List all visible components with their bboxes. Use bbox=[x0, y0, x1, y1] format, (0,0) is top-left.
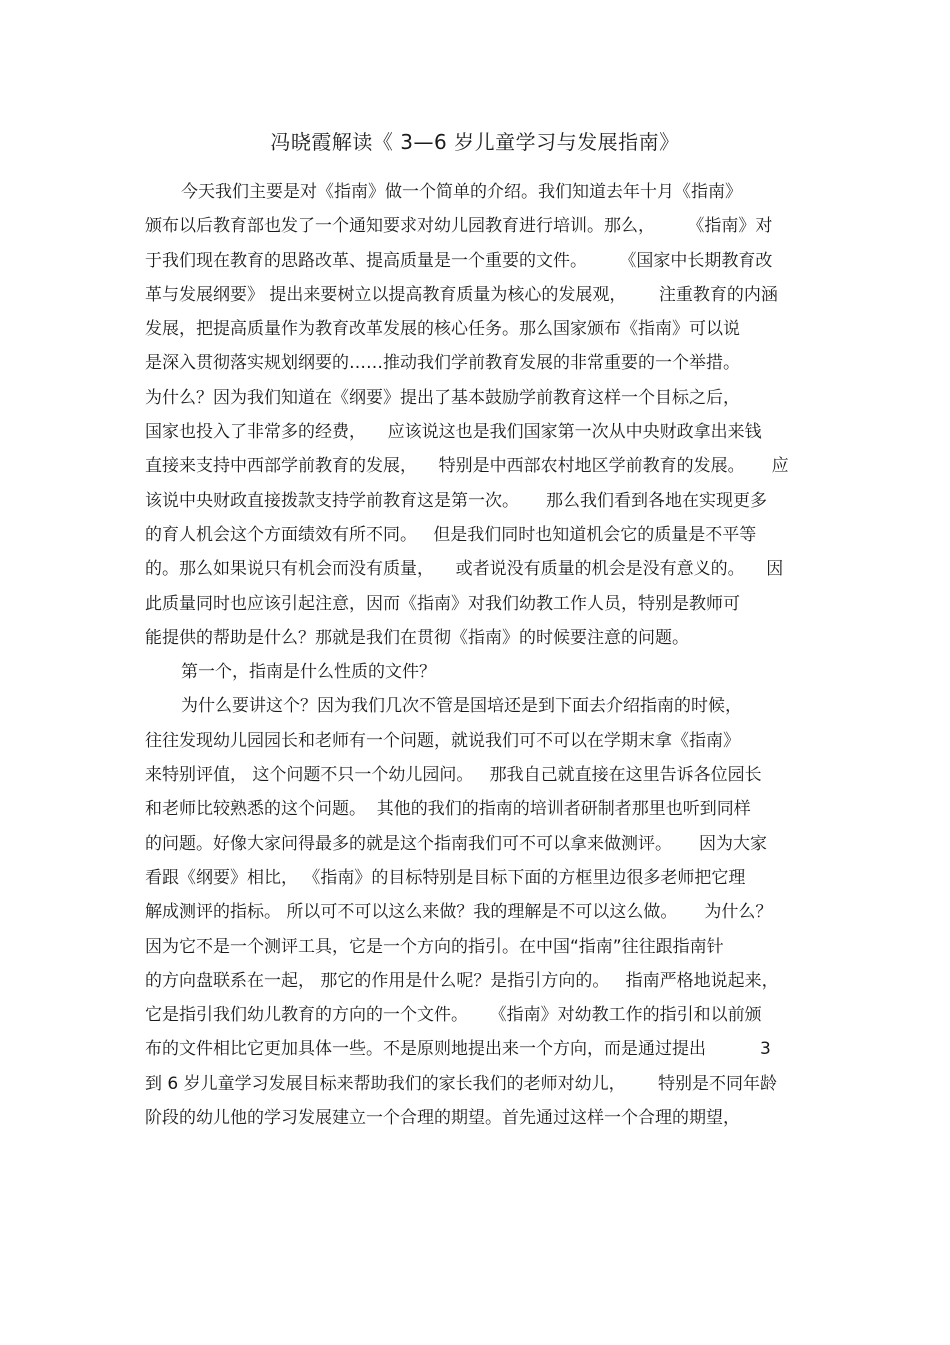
text-line: 直接来支持中西部学前教育的发展， 特别是中西部农村地区学前教育的发展。 应 bbox=[145, 456, 789, 477]
text-line: 能提供的帮助是什么？那就是我们在贯彻《指南》的时候要注意的问题。 bbox=[145, 627, 689, 648]
text-line: 为什么？因为我们知道在《纲要》提出了基本鼓励学前教育这样一个目标之后， bbox=[145, 387, 740, 408]
text-line: 此质量同时也应该引起注意，因而《指南》对我们幼教工作人员，特别是教师可 bbox=[145, 593, 740, 614]
section-heading: 第一个，指南是什么性质的文件？ bbox=[181, 662, 436, 683]
text-line: 于我们现在教育的思路改革、提高质量是一个重要的文件。 《国家中长期教育改 bbox=[145, 250, 773, 271]
text-line: 阶段的幼儿他的学习发展建立一个合理的期望。首先通过这样一个合理的期望， bbox=[145, 1108, 740, 1129]
text-line: 为什么要讲这个？因为我们几次不管是国培还是到下面去介绍指南的时候， bbox=[181, 696, 742, 717]
text-line: 往往发现幼儿园园长和老师有一个问题，就说我们可不可以在学期末拿《指南》 bbox=[145, 730, 740, 751]
text-line: 颁布以后教育部也发了一个通知要求对幼儿园教育进行培训。那么， 《指南》对 bbox=[145, 216, 773, 237]
text-line: 国家也投入了非常多的经费， 应该说这也是我们国家第一次从中央财政拿出来钱 bbox=[145, 422, 762, 443]
text-line: 的问题。好像大家问得最多的就是这个指南我们可不可以拿来做测评。 因为大家 bbox=[145, 833, 768, 854]
document-body bbox=[145, 175, 825, 1135]
text-line: 解成测评的指标。 所以可不可以这么来做？我的理解是不可以这么做。 为什么？ bbox=[145, 902, 773, 923]
text-line: 的方向盘联系在一起， 那它的作用是什么呢？是指引方向的。 指南严格地说起来， bbox=[145, 970, 779, 991]
text-line: 布的文件相比它更加具体一些。不是原则地提出来一个方向，而是通过提出 3 bbox=[145, 1039, 771, 1060]
text-line: 该说中央财政直接拨款支持学前教育这是第一次。 那么我们看到各地在实现更多 bbox=[145, 490, 768, 511]
text-line: 和老师比较熟悉的这个问题。 其他的我们的指南的培训者研制者那里也听到同样 bbox=[145, 799, 751, 820]
text-line: 它是指引我们幼儿教育的方向的一个文件。 《指南》对幼教工作的指引和以前颁 bbox=[145, 1005, 762, 1026]
text-line: 的育人机会这个方面绩效有所不同。 但是我们同时也知道机会它的质量是不平等 bbox=[145, 524, 757, 545]
text-line: 革与发展纲要》 提出来要树立以提高教育质量为核心的发展观， 注重教育的内涵 bbox=[145, 284, 778, 305]
text-line: 因为它不是一个测评工具，它是一个方向的指引。在中国“指南”往往跟指南针 bbox=[145, 936, 724, 957]
document-title: 冯晓霞解读《 3—6 岁儿童学习与发展指南》 bbox=[270, 130, 680, 154]
text-line: 到 6 岁儿童学习发展目标来帮助我们的家长我们的老师对幼儿， 特别是不同年龄 bbox=[145, 1073, 778, 1094]
text-line: 的。那么如果说只有机会而没有质量， 或者说没有质量的机会是没有意义的。 因 bbox=[145, 559, 784, 580]
text-line: 今天我们主要是对《指南》做一个简单的介绍。我们知道去年十月《指南》 bbox=[181, 182, 742, 202]
text-line: 是深入贯彻落实规划纲要的……推动我们学前教育发展的非常重要的一个举措。 bbox=[145, 353, 740, 374]
text-line: 发展，把提高质量作为教育改革发展的核心任务。那么国家颁布《指南》可以说 bbox=[145, 319, 740, 340]
text-line: 看跟《纲要》相比， 《指南》的目标特别是目标下面的方框里边很多老师把它理 bbox=[145, 867, 746, 888]
text-line: 来特别评值， 这个问题不只一个幼儿园问。 那我自己就直接在这里告诉各位园长 bbox=[145, 765, 762, 786]
